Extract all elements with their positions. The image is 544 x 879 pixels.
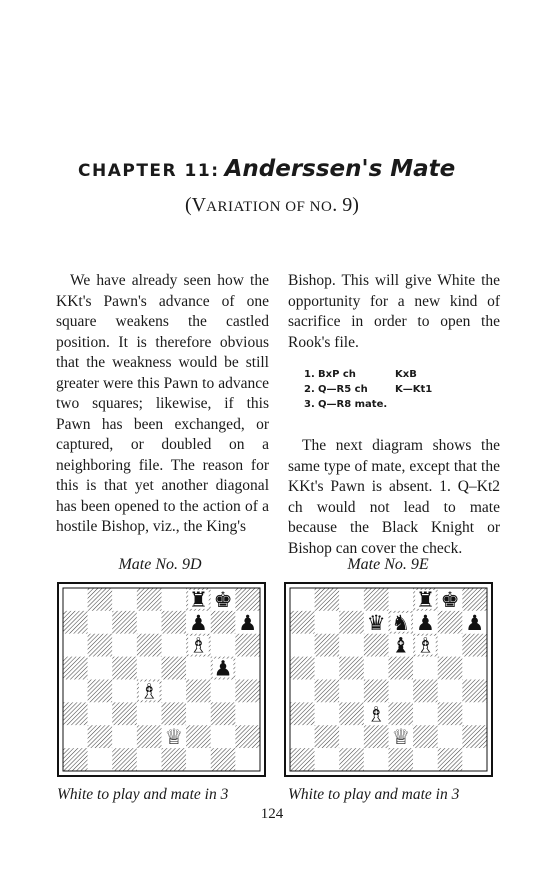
board-square-g3 xyxy=(211,702,236,725)
board-square-g1 xyxy=(211,748,236,771)
subtitle-small-caps: ARIATION OF NO xyxy=(206,199,333,215)
board-square-g2 xyxy=(438,725,463,748)
board-square-b5 xyxy=(88,657,113,680)
board-square-h8 xyxy=(235,588,260,611)
white-move: BxP ch xyxy=(318,369,356,380)
chapter-title: Anderssen's Mate xyxy=(224,156,456,182)
black-knight-e7-icon: ♞ xyxy=(391,609,411,635)
white-queen-e2-icon: ♕ xyxy=(164,724,184,750)
black-move: KxB xyxy=(395,369,417,380)
board-caption-9d: White to play and mate in 3 xyxy=(57,786,229,803)
board-square-f4 xyxy=(186,680,211,703)
left-paragraph: We have already seen how the KKt's Pawn's advance of one square weakens the castled position. It is therefore obvious that the weakness would be still greater were this Pawn to advance two squares; likewise, if this Pawn has been exchanged, or captured, or doubled on a neighboring file. The reason for this is that yet another diagonal has been opened to the action of a hostile Bishop, viz., the King's xyxy=(56,272,269,535)
board-square-c2 xyxy=(339,725,364,748)
board-square-f2 xyxy=(186,725,211,748)
black-rook-f8-icon: ♜ xyxy=(416,586,435,612)
board-square-g2 xyxy=(211,725,236,748)
subtitle-open: (V xyxy=(185,194,207,216)
board-square-c5 xyxy=(112,657,137,680)
board-square-a2 xyxy=(290,725,315,748)
board-square-c6 xyxy=(339,634,364,657)
board-square-c1 xyxy=(112,748,137,771)
board-square-g3 xyxy=(438,702,463,725)
board-square-a6 xyxy=(63,634,88,657)
board-square-b2 xyxy=(88,725,113,748)
move-row xyxy=(304,397,432,412)
board-square-c7 xyxy=(339,611,364,634)
board-square-a5 xyxy=(290,657,315,680)
black-pawn-h7-icon: ♟ xyxy=(465,609,485,635)
black-pawn-f7-icon: ♟ xyxy=(416,609,435,635)
right-paragraph-1: Bishop. This will give White the opportunity for a new kind of sacrifice in order to open the Rook's file. xyxy=(288,272,500,351)
right-column xyxy=(288,271,500,559)
board-square-c2 xyxy=(112,725,137,748)
move-number: 1. xyxy=(304,369,315,380)
board-square-g4 xyxy=(211,680,236,703)
board-square-h1 xyxy=(462,748,487,771)
board-square-d5 xyxy=(137,657,162,680)
black-king-g8-icon: ♚ xyxy=(440,586,460,612)
black-king-g8-icon: ♚ xyxy=(213,586,233,612)
board-square-h5 xyxy=(235,657,260,680)
black-pawn-h7-icon: ♟ xyxy=(238,609,258,635)
white-bishop-d4-icon: ♗ xyxy=(139,678,159,704)
board-square-b4 xyxy=(88,680,113,703)
board-square-e1 xyxy=(162,748,187,771)
black-move: K—Kt1 xyxy=(395,384,433,395)
board-square-e8 xyxy=(162,588,187,611)
board-square-c4 xyxy=(112,680,137,703)
board-square-g6 xyxy=(438,634,463,657)
black-pawn-f7-icon: ♟ xyxy=(189,609,208,635)
board-square-h3 xyxy=(235,702,260,725)
white-bishop-f6-icon: ♗ xyxy=(416,632,435,658)
board-square-a8 xyxy=(290,588,315,611)
board-square-e3 xyxy=(162,702,187,725)
board-square-g5 xyxy=(438,657,463,680)
diagram-title-9e: Mate No. 9E xyxy=(347,556,429,573)
variation-subtitle xyxy=(0,194,544,217)
board-square-g1 xyxy=(438,748,463,771)
board-square-a2 xyxy=(63,725,88,748)
board-square-d2 xyxy=(364,725,389,748)
move-list xyxy=(304,367,432,412)
board-square-f3 xyxy=(413,702,438,725)
board-square-a5 xyxy=(63,657,88,680)
board-square-c3 xyxy=(339,702,364,725)
board-square-e5 xyxy=(389,657,414,680)
board-square-c8 xyxy=(339,588,364,611)
board-square-a6 xyxy=(290,634,315,657)
white-bishop-d3-icon: ♗ xyxy=(366,701,386,727)
board-square-b3 xyxy=(315,702,340,725)
board-square-h1 xyxy=(235,748,260,771)
board-caption-9e: White to play and mate in 3 xyxy=(288,786,460,803)
board-square-b5 xyxy=(315,657,340,680)
right-paragraph-2: The next diagram shows the same type of mate, except that the KKt's Pawn is absent. 1. Q–Kt2 ch would not lead to mate because the Black Knight or Bishop can cover the check. xyxy=(288,437,500,557)
left-column xyxy=(56,271,269,538)
board-square-b6 xyxy=(315,634,340,657)
board-square-d5 xyxy=(364,657,389,680)
board-square-h3 xyxy=(462,702,487,725)
board-square-f5 xyxy=(186,657,211,680)
board-square-f3 xyxy=(186,702,211,725)
page-number: 124 xyxy=(260,806,284,822)
board-square-e4 xyxy=(162,680,187,703)
board-square-b4 xyxy=(315,680,340,703)
board-square-d2 xyxy=(137,725,162,748)
board-square-f4 xyxy=(413,680,438,703)
board-square-c4 xyxy=(339,680,364,703)
board-square-a4 xyxy=(290,680,315,703)
board-square-d1 xyxy=(137,748,162,771)
board-square-c1 xyxy=(339,748,364,771)
board-square-f5 xyxy=(413,657,438,680)
board-square-a3 xyxy=(63,702,88,725)
board-square-b1 xyxy=(88,748,113,771)
board-square-b8 xyxy=(88,588,113,611)
board-square-a1 xyxy=(290,748,315,771)
move-number: 2. xyxy=(304,384,315,395)
board-square-a7 xyxy=(63,611,88,634)
board-square-f1 xyxy=(413,748,438,771)
board-square-d7 xyxy=(137,611,162,634)
board-square-b7 xyxy=(315,611,340,634)
board-square-g7 xyxy=(211,611,236,634)
move-number: 3. xyxy=(304,399,315,410)
board-square-b6 xyxy=(88,634,113,657)
board-square-h4 xyxy=(462,680,487,703)
chess-board-9d xyxy=(57,582,266,777)
board-square-b3 xyxy=(88,702,113,725)
board-square-e3 xyxy=(389,702,414,725)
board-square-e1 xyxy=(389,748,414,771)
board-square-f2 xyxy=(413,725,438,748)
board-square-d6 xyxy=(364,634,389,657)
board-square-h4 xyxy=(235,680,260,703)
chapter-label: CHAPTER 11: xyxy=(78,161,220,181)
board-square-a4 xyxy=(63,680,88,703)
board-square-d1 xyxy=(364,748,389,771)
diagram-title-9d: Mate No. 9D xyxy=(118,556,202,573)
board-square-d3 xyxy=(137,702,162,725)
board-square-e7 xyxy=(162,611,187,634)
board-square-c6 xyxy=(112,634,137,657)
chess-board-9e xyxy=(284,582,493,777)
black-bishop-e6-icon: ♝ xyxy=(391,632,411,658)
move-row xyxy=(304,382,432,397)
board-square-a3 xyxy=(290,702,315,725)
white-queen-e2-icon: ♕ xyxy=(391,724,411,750)
board-square-b8 xyxy=(315,588,340,611)
board-square-e6 xyxy=(162,634,187,657)
board-square-a1 xyxy=(63,748,88,771)
board-square-f1 xyxy=(186,748,211,771)
board-square-a7 xyxy=(290,611,315,634)
board-square-b1 xyxy=(315,748,340,771)
board-square-c5 xyxy=(339,657,364,680)
subtitle-close: . 9) xyxy=(332,194,359,216)
board-square-g4 xyxy=(438,680,463,703)
board-square-d6 xyxy=(137,634,162,657)
board-square-h6 xyxy=(235,634,260,657)
board-square-h2 xyxy=(235,725,260,748)
white-bishop-f6-icon: ♗ xyxy=(189,632,208,658)
board-square-e8 xyxy=(389,588,414,611)
board-square-g6 xyxy=(211,634,236,657)
black-rook-f8-icon: ♜ xyxy=(189,586,208,612)
board-square-c8 xyxy=(112,588,137,611)
board-square-e4 xyxy=(389,680,414,703)
board-square-d8 xyxy=(364,588,389,611)
board-square-e5 xyxy=(162,657,187,680)
white-move: Q—R5 ch xyxy=(318,384,368,395)
move-row xyxy=(304,367,432,382)
board-square-b7 xyxy=(88,611,113,634)
board-square-g7 xyxy=(438,611,463,634)
board-square-d4 xyxy=(364,680,389,703)
board-square-h2 xyxy=(462,725,487,748)
board-square-a8 xyxy=(63,588,88,611)
black-queen-d7-icon: ♛ xyxy=(366,609,386,635)
board-square-c7 xyxy=(112,611,137,634)
board-square-h6 xyxy=(462,634,487,657)
board-square-b2 xyxy=(315,725,340,748)
white-move: Q—R8 mate. xyxy=(318,399,388,410)
board-square-d8 xyxy=(137,588,162,611)
black-pawn-g5-icon: ♟ xyxy=(213,655,233,681)
board-square-c3 xyxy=(112,702,137,725)
chapter-heading xyxy=(78,156,455,182)
board-square-h8 xyxy=(462,588,487,611)
board-square-h5 xyxy=(462,657,487,680)
